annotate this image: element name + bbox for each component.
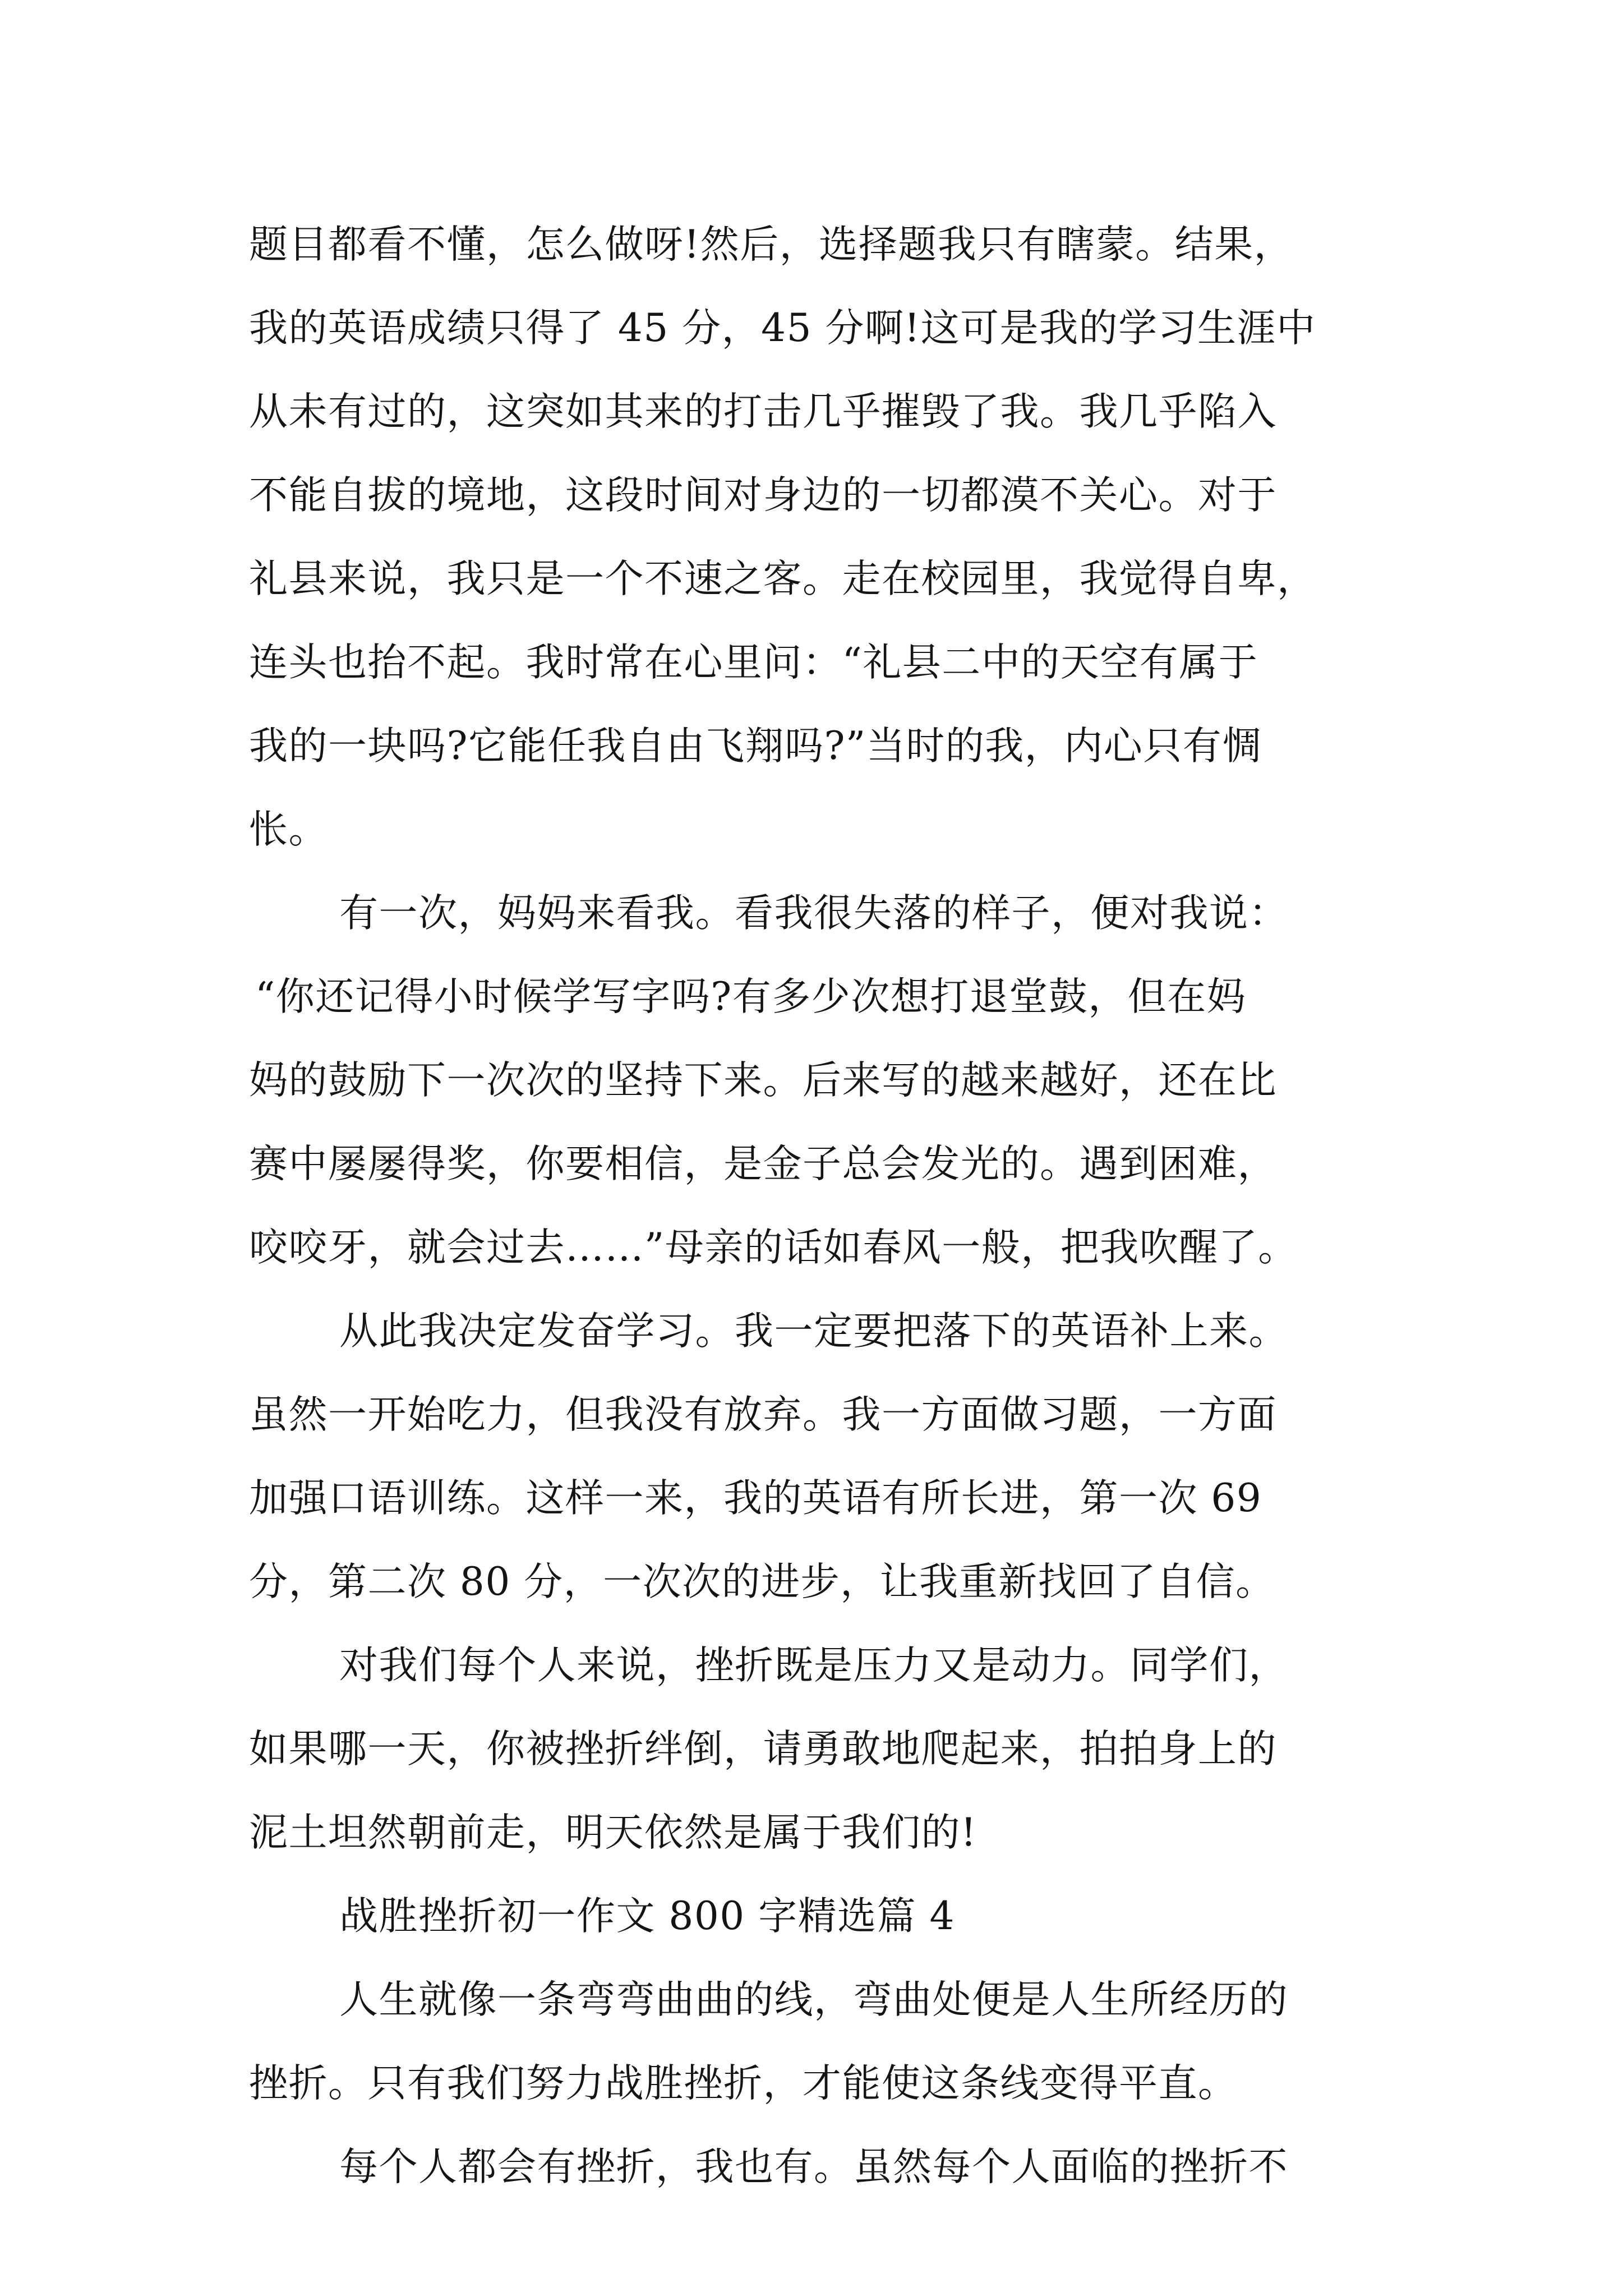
paragraph-start-line: 有一次，妈妈来看我。看我很失落的样子，便对我说：: [339, 891, 1288, 936]
text-line: 妈的鼓励下一次次的坚持下来。后来写的越来越好，还在比: [249, 1058, 1277, 1103]
section-heading: 战胜挫折初一作文 800 字精选篇 4: [339, 1894, 955, 1939]
text-line: 咬咬牙，就会过去……”母亲的话如春风一般，把我吹醒了。: [249, 1225, 1298, 1270]
text-line: 礼县来说，我只是一个不速之客。走在校园里，我觉得自卑，: [249, 556, 1317, 601]
paragraph-start-line: 每个人都会有挫折，我也有。虽然每个人面临的挫折不: [339, 2145, 1288, 2189]
paragraph-start-line: 从此我决定发奋学习。我一定要把落下的英语补上来。: [339, 1309, 1288, 1354]
text-line: 题目都看不懂，怎么做呀!然后，选择题我只有瞎蒙。结果，: [249, 222, 1294, 267]
text-line: 从未有过的，这突如其来的打击几乎摧毁了我。我几乎陷入: [249, 389, 1277, 434]
text-line: 怅。: [249, 807, 328, 852]
text-line: 加强口语训练。这样一来，我的英语有所长进，第一次 69: [249, 1476, 1262, 1521]
paragraph-start-line: 对我们每个人来说，挫折既是压力又是动力。同学们，: [339, 1643, 1288, 1688]
text-line: 不能自拔的境地，这段时间对身边的一切都漠不关心。对于: [249, 473, 1277, 518]
text-line: 分，第二次 80 分，一次次的进步，让我重新找回了自信。: [249, 1559, 1275, 1604]
text-line: 泥土坦然朝前走，明天依然是属于我们的!: [249, 1810, 978, 1855]
text-line: 我的一块吗?它能任我自由飞翔吗?”当时的我，内心只有惆: [249, 724, 1262, 769]
text-line: 赛中屡屡得奖，你要相信，是金子总会发光的。遇到困难，: [249, 1142, 1277, 1186]
text-line: 我的英语成绩只得了 45 分，45 分啊!这可是我的学习生涯中: [249, 306, 1316, 351]
text-line: 连头也抬不起。我时常在心里问：“礼县二中的天空有属于: [249, 640, 1258, 685]
text-line: 虽然一开始吃力，但我没有放弃。我一方面做习题，一方面: [249, 1392, 1277, 1437]
text-line: “你还记得小时候学写字吗?有多少次想打退堂鼓，但在妈: [255, 974, 1247, 1019]
text-line: 挫折。只有我们努力战胜挫折，才能使这条线变得平直。: [249, 2061, 1238, 2106]
paragraph-start-line: 人生就像一条弯弯曲曲的线，弯曲处便是人生所经历的: [339, 1977, 1288, 2022]
text-line: 如果哪一天，你被挫折绊倒，请勇敢地爬起来，拍拍身上的: [249, 1727, 1277, 1772]
